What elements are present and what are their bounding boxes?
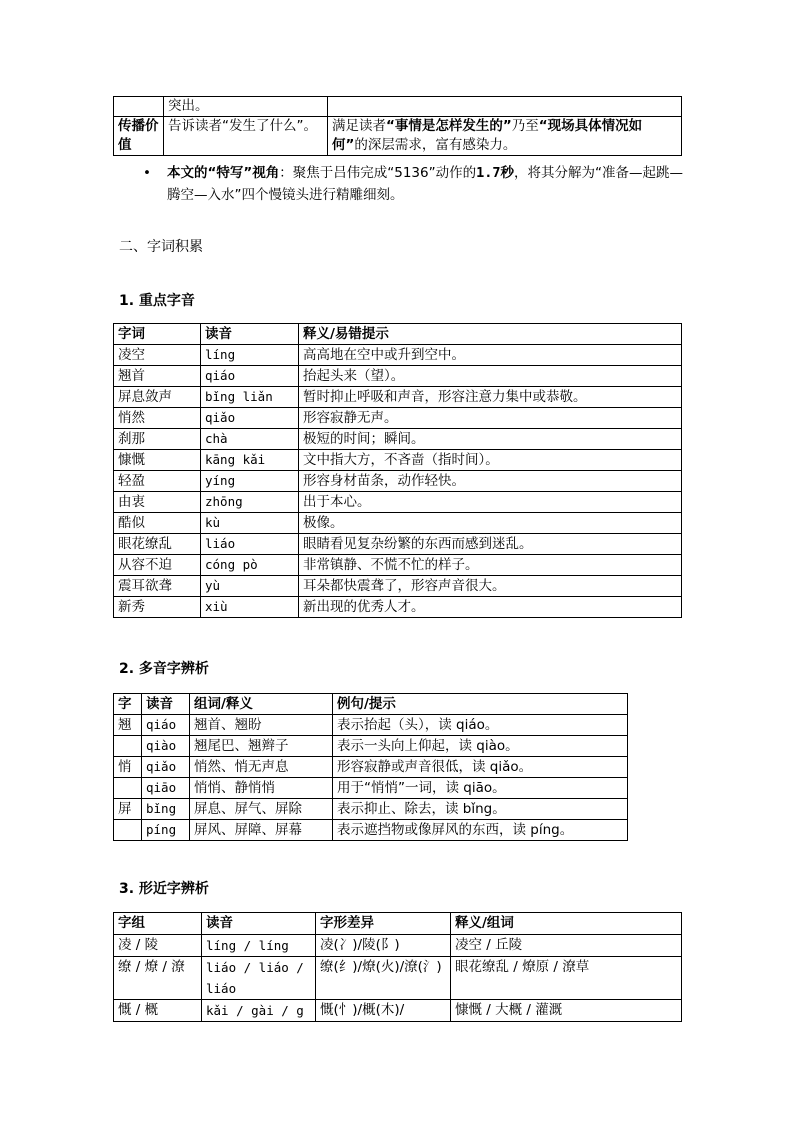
similar-shape-table: [113, 912, 682, 1022]
column-header: 释义/易错提示: [299, 324, 682, 345]
table-cell: 慨 / 概: [114, 1000, 202, 1022]
table-cell: 高高地在空中或升到空中。: [299, 345, 682, 366]
table-row: [114, 715, 628, 736]
bullet-text-part: ，将其分解为“准备—起跳—腾空—入水”四个慢镜头进行精雕细刻。: [167, 165, 683, 203]
table-cell: qiáo: [142, 715, 190, 736]
table-row: [114, 429, 682, 450]
table-cell: 表示遮挡物或像屏风的东西，读 píng。: [333, 820, 628, 841]
table-row: [114, 97, 682, 117]
table-cell: 突出。: [164, 97, 328, 117]
table-cell: 慷慨: [114, 450, 201, 471]
table-cell: 用于“悄悄”一词，读 qiāo。: [333, 778, 628, 799]
bullet-emphasis: 1.7秒: [476, 165, 514, 181]
cell-emphasis: “事情是怎样发生的”: [386, 118, 512, 134]
bullet-text: [167, 162, 683, 206]
table-cell: 眼睛看见复杂纷繁的东西而感到迷乱。: [299, 534, 682, 555]
table-row: [114, 471, 682, 492]
table-row: [114, 366, 682, 387]
table-cell: liáo / liáo / liáo: [202, 957, 316, 1000]
column-header: 字: [114, 694, 142, 715]
table-row: [114, 957, 682, 1000]
table-cell: 形容身材苗条，动作轻快。: [299, 471, 682, 492]
table-cell: 缭(纟)/燎(火)/潦(氵): [316, 957, 451, 1000]
table-cell: 慨(忄)/概(木)/: [316, 1000, 451, 1022]
table-cell: 缭 / 燎 / 潦: [114, 957, 202, 1000]
table-cell: 凌 / 陵: [114, 935, 202, 957]
table-row: [114, 736, 628, 757]
column-header: 字词: [114, 324, 201, 345]
table-header-row: [114, 694, 628, 715]
table-cell: qiǎo: [142, 757, 190, 778]
table-row: [114, 1000, 682, 1022]
table-cell: bǐng liǎn: [201, 387, 299, 408]
cell-text: 满足读者: [332, 118, 386, 134]
column-header: 字组: [114, 913, 202, 935]
table-row: [114, 597, 682, 618]
column-header: 读音: [201, 324, 299, 345]
table-cell: [114, 97, 164, 117]
table-cell: 刹那: [114, 429, 201, 450]
table-cell: liáo: [201, 534, 299, 555]
table-cell: 慷慨 / 大概 / 灌溉: [451, 1000, 682, 1022]
table-cell: [328, 117, 682, 156]
table-cell: 告诉读者“发生了什么”。: [164, 117, 328, 156]
table-cell: yíng: [201, 471, 299, 492]
table-cell: píng: [142, 820, 190, 841]
bullet-dot-icon: •: [143, 165, 151, 181]
table-cell: 新出现的优秀人才。: [299, 597, 682, 618]
table-cell: zhōng: [201, 492, 299, 513]
table-cell: 悄: [114, 757, 142, 778]
table-cell: 凌空: [114, 345, 201, 366]
table-cell: yù: [201, 576, 299, 597]
table-row: [114, 513, 682, 534]
table-cell: 耳朵都快震聋了，形容声音很大。: [299, 576, 682, 597]
table-cell: 表示抑止、除去，读 bǐng。: [333, 799, 628, 820]
table-cell: líng / líng: [202, 935, 316, 957]
table-cell: 形容寂静或声音很低，读 qiǎo。: [333, 757, 628, 778]
table-header-row: [114, 913, 682, 935]
column-header: 释义/组词: [451, 913, 682, 935]
table-cell: 表示抬起（头），读 qiáo。: [333, 715, 628, 736]
table-cell: 震耳欲聋: [114, 576, 201, 597]
column-header: 读音: [142, 694, 190, 715]
table-row: [114, 799, 628, 820]
table-cell: 轻盈: [114, 471, 201, 492]
table-cell: 眼花缭乱: [114, 534, 201, 555]
table-cell: 悄然、悄无声息: [190, 757, 333, 778]
bullet-text-part: ：聚焦于吕伟完成“5136”动作的: [279, 165, 477, 181]
table-cell: 表示一头向上仰起，读 qiào。: [333, 736, 628, 757]
table-cell: 凌(冫)/陵(阝): [316, 935, 451, 957]
cell-emphasis: “现场具体情况如何”: [332, 118, 643, 153]
polyphonic-heading: 2. 多音字辨析: [119, 661, 209, 677]
column-header: 读音: [202, 913, 316, 935]
table-cell: 从容不迫: [114, 555, 201, 576]
table-cell: 翘首: [114, 366, 201, 387]
table-header-row: [114, 324, 682, 345]
table-row: [114, 778, 628, 799]
bullet-emphasis: 本文的: [167, 165, 208, 181]
table-row: [114, 576, 682, 597]
table-cell: kāng kǎi: [201, 450, 299, 471]
table-row: [114, 492, 682, 513]
table-cell: xiù: [201, 597, 299, 618]
table-cell: 酷似: [114, 513, 201, 534]
bullet-emphasis: “特写”视角: [207, 165, 280, 181]
table-cell: 屏风、屏障、屏幕: [190, 820, 333, 841]
table-cell: 屏息敛声: [114, 387, 201, 408]
table-cell: qiāo: [142, 778, 190, 799]
table-cell: 悄悄、静悄悄: [190, 778, 333, 799]
table-row: [114, 820, 628, 841]
table-cell: 极像。: [299, 513, 682, 534]
column-header: 字形差异: [316, 913, 451, 935]
column-header: 例句/提示: [333, 694, 628, 715]
table-cell: 翘尾巴、翘辫子: [190, 736, 333, 757]
table-cell: 极短的时间；瞬间。: [299, 429, 682, 450]
table-cell: cóng pò: [201, 555, 299, 576]
table-row: [114, 935, 682, 957]
table-cell: 形容寂静无声。: [299, 408, 682, 429]
table-cell: kù: [201, 513, 299, 534]
table-cell: 眼花缭乱 / 燎原 / 潦草: [451, 957, 682, 1000]
table-cell: 暂时抑止呼吸和声音，形容注意力集中或恭敬。: [299, 387, 682, 408]
table-cell: 非常镇静、不慌不忙的样子。: [299, 555, 682, 576]
table-row: [114, 408, 682, 429]
table-cell: [114, 736, 142, 757]
cell-text: 的深层需求，富有感染力。: [354, 137, 517, 153]
bullet-item: [143, 162, 683, 206]
polyphonic-table: [113, 693, 628, 841]
table-cell: 凌空 / 丘陵: [451, 935, 682, 957]
table-cell: 由衷: [114, 492, 201, 513]
row-label: 传播价值: [114, 117, 164, 156]
pronunciation-table: [113, 323, 682, 618]
table-cell: 文中指大方，不吝啬（指时间）。: [299, 450, 682, 471]
table-cell: chà: [201, 429, 299, 450]
table-cell: 出于本心。: [299, 492, 682, 513]
table-row: [114, 534, 682, 555]
table-cell: líng: [201, 345, 299, 366]
section-title: 二、字词积累: [119, 239, 203, 255]
table-cell: qiǎo: [201, 408, 299, 429]
table-row: [114, 450, 682, 471]
table-cell: [328, 97, 682, 117]
table-cell: 翘首、翘盼: [190, 715, 333, 736]
summary-table: [113, 96, 682, 156]
table-row: [114, 757, 628, 778]
table-cell: 抬起头来（望）。: [299, 366, 682, 387]
table-cell: 新秀: [114, 597, 201, 618]
pronunciation-heading: 1. 重点字音: [119, 293, 195, 309]
table-cell: [114, 778, 142, 799]
table-row: [114, 387, 682, 408]
table-cell: bǐng: [142, 799, 190, 820]
table-cell: kǎi / gài / g: [202, 1000, 316, 1022]
table-cell: [114, 820, 142, 841]
table-cell: 屏息、屏气、屏除: [190, 799, 333, 820]
cell-text: 乃至: [511, 118, 539, 134]
column-header: 组词/释义: [190, 694, 333, 715]
table-row: [114, 117, 682, 156]
table-row: [114, 345, 682, 366]
table-cell: 悄然: [114, 408, 201, 429]
table-row: [114, 555, 682, 576]
table-cell: 翘: [114, 715, 142, 736]
similar-shape-heading: 3. 形近字辨析: [119, 881, 209, 897]
table-cell: 屏: [114, 799, 142, 820]
table-cell: qiào: [142, 736, 190, 757]
table-cell: qiáo: [201, 366, 299, 387]
